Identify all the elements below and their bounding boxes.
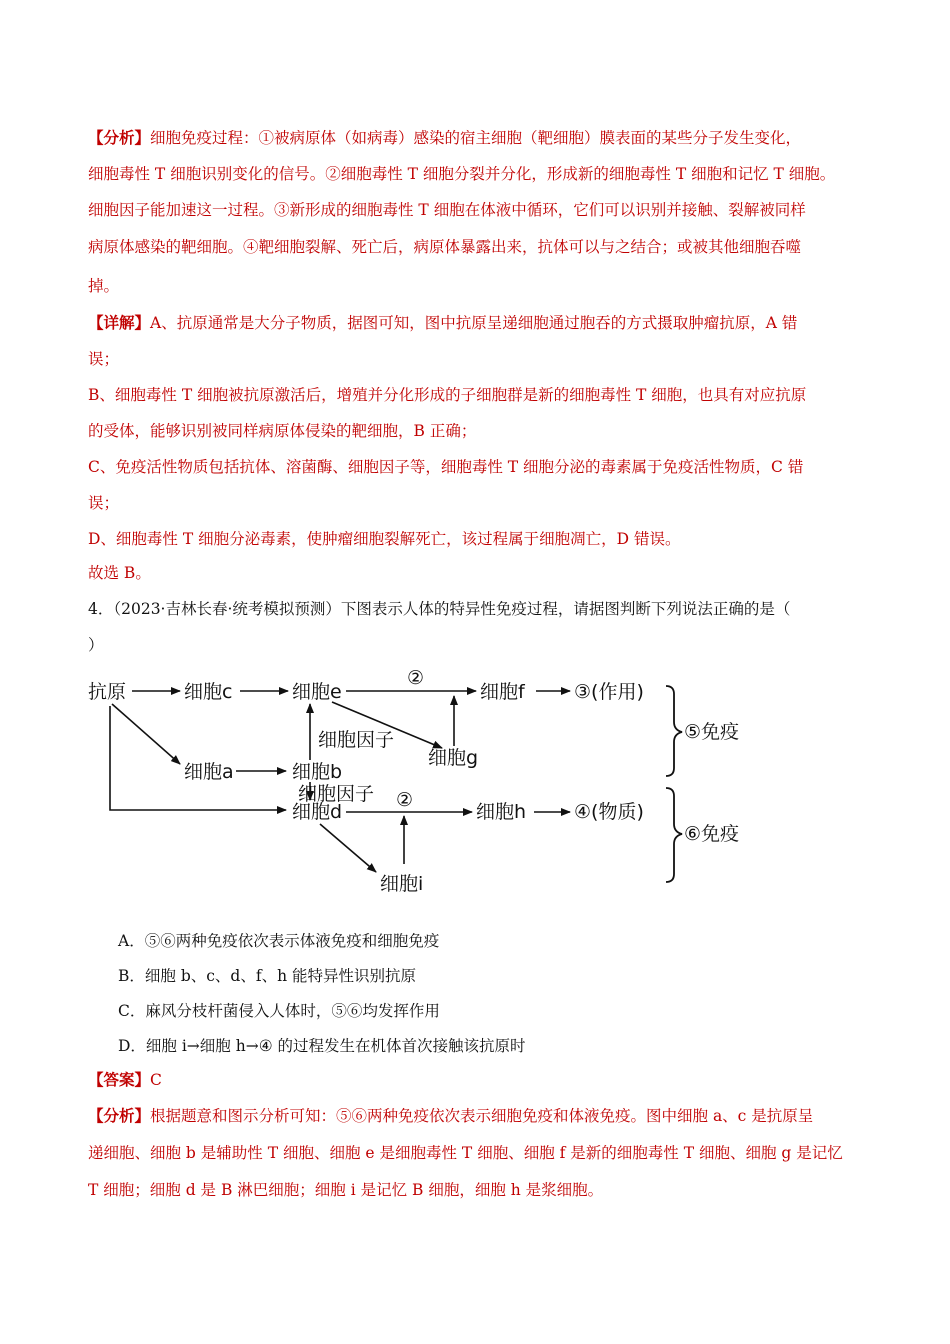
brace-6: [666, 788, 682, 882]
answer-tag: 【答案】: [88, 1070, 151, 1089]
analysis-line: 病原体感染的靶细胞。④靶细胞裂解、死亡后，病原体暴露出来，抗体可以与之结合；或被其他细胞吞噬: [88, 238, 802, 256]
answer-value: C: [150, 1071, 162, 1089]
step2-label-bottom: ②: [396, 789, 414, 811]
cell-h-label: 细胞h: [476, 801, 527, 823]
detail-tag: 【详解】: [88, 313, 151, 332]
detail-line: [88, 313, 797, 333]
option-c: C．麻风分枝杆菌侵入人体时，⑤⑥均发挥作用: [118, 1002, 440, 1020]
analysis2-line: 递细胞、细胞 b 是辅助性 T 细胞、细胞 e 是细胞毒性 T 细胞、细胞 f 是新的细胞毒性 T 细胞、细胞 g 是记忆: [88, 1144, 843, 1162]
cell-e-label: 细胞e: [292, 681, 342, 703]
detail-line: 的受体，能够识别被同样病原体侵染的靶细胞，B 正确；: [88, 422, 477, 440]
answer-line: [88, 1070, 162, 1090]
analysis-line: 细胞因子能加速这一过程。③新形成的细胞毒性 T 细胞在体液中循环，它们可以识别并接触、裂解被同样: [88, 201, 806, 219]
cell-g-label: 细胞g: [428, 747, 479, 769]
question-stem: 4．（2023·吉林长春·统考模拟预测）下图表示人体的特异性免疫过程，请据图判断下列说法正确的是（: [88, 600, 791, 618]
analysis2-line: [88, 1106, 813, 1126]
analysis-line: [88, 128, 801, 148]
cytokine-label-lower: 细胞因子: [298, 783, 375, 805]
analysis2-text: 根据题意和图示分析可知：⑤⑥两种免疫依次表示细胞免疫和体液免疫。图中细胞 a、c 是抗原呈: [150, 1107, 814, 1125]
antigen-label: 抗原: [88, 681, 127, 703]
detail-line: 故选 B。: [88, 564, 151, 582]
cell-i-label: 细胞i: [380, 873, 424, 895]
detail-line: C、免疫活性物质包括抗体、溶菌酶、细胞因子等，细胞毒性 T 细胞分泌的毒素属于免疫活性物质，C 错: [88, 458, 804, 476]
analysis-text: 细胞免疫过程：①被病原体（如病毒）感染的宿主细胞（靶细胞）膜表面的某些分子发生变化，: [150, 129, 802, 147]
cell-c-label: 细胞c: [184, 681, 233, 703]
effect3-label: ③(作用): [574, 681, 644, 703]
detail-line: 误；: [88, 494, 120, 512]
cell-a-label: 细胞a: [184, 761, 234, 783]
substance4-label: ④(物质): [574, 801, 644, 823]
immune-process-diagram: [80, 660, 760, 900]
cell-f-label: 细胞f: [480, 681, 525, 703]
arrow-d-to-i: [320, 824, 376, 872]
analysis2-tag: 【分析】: [88, 1106, 151, 1125]
arrow-antigen-to-d: [110, 706, 286, 810]
detail-line: 误；: [88, 350, 120, 368]
detail-line: D、细胞毒性 T 细胞分泌毒素，使肿瘤细胞裂解死亡，该过程属于细胞凋亡，D 错误。: [88, 530, 681, 548]
detail-text: A、抗原通常是大分子物质，据图可知，图中抗原呈递细胞通过胞吞的方式摄取肿瘤抗原，A 错: [150, 314, 798, 332]
arrow-antigen-to-a: [112, 704, 180, 764]
detail-line: B、细胞毒性 T 细胞被抗原激活后，增殖并分化形成的子细胞群是新的细胞毒性 T 细胞，也具有对应抗原: [88, 386, 807, 404]
cell-d-label: 细胞d: [292, 801, 343, 823]
analysis-line: 细胞毒性 T 细胞识别变化的信号。②细胞毒性 T 细胞分裂并分化，形成新的细胞毒性 T 细胞和记忆 T 细胞。: [88, 165, 836, 183]
option-b: B．细胞 b、c、d、f、h 能特异性识别抗原: [118, 967, 416, 985]
immunity5-label: ⑤免疫: [684, 721, 740, 743]
analysis2-line: T 细胞；细胞 d 是 B 淋巴细胞；细胞 i 是记忆 B 细胞，细胞 h 是浆细胞。: [88, 1181, 604, 1199]
question-stem-cont: ）: [88, 636, 104, 654]
step2-label-top: ②: [407, 667, 425, 689]
cytokine-label-upper: 细胞因子: [318, 729, 395, 751]
cell-b-label: 细胞b: [292, 761, 343, 783]
immunity6-label: ⑥免疫: [684, 823, 740, 845]
analysis-tag: 【分析】: [88, 128, 151, 147]
option-a: A．⑤⑥两种免疫依次表示体液免疫和细胞免疫: [118, 932, 440, 950]
option-d: D．细胞 i→细胞 h→④ 的过程发生在机体首次接触该抗原时: [118, 1037, 526, 1055]
brace-5: [666, 686, 682, 776]
analysis-line: 掉。: [88, 277, 120, 295]
